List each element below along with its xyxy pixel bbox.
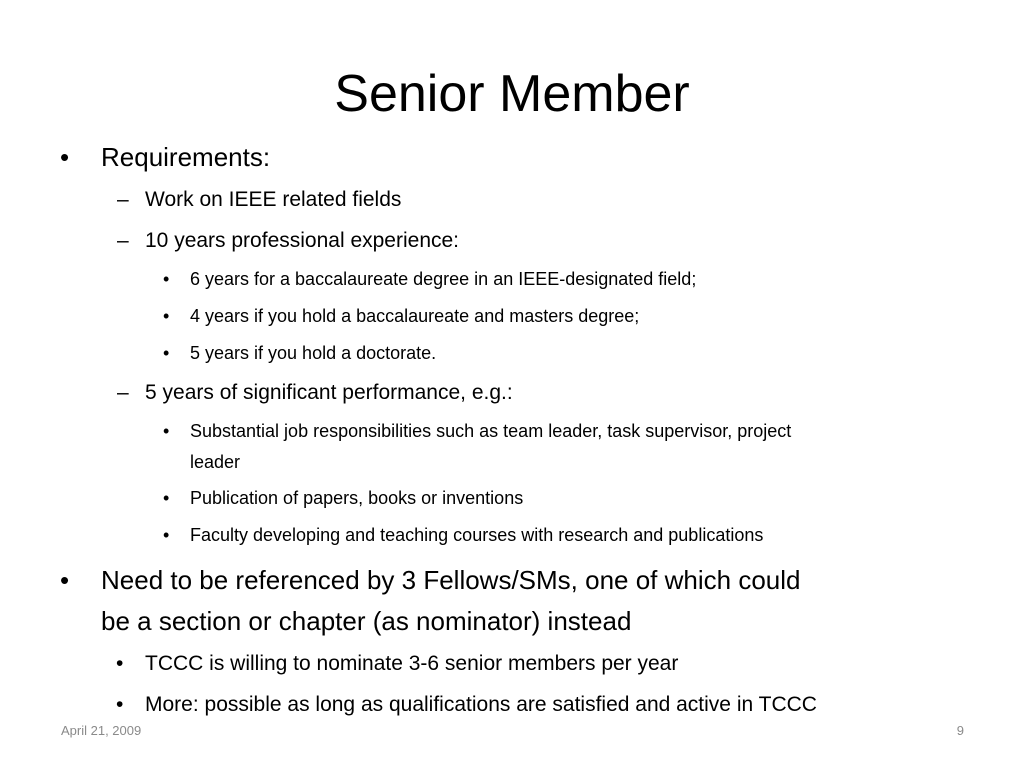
- bullet-substantial-line2: leader: [190, 452, 241, 472]
- bullet-dot-icon: •: [163, 306, 170, 326]
- bullet-dash-icon: –: [117, 229, 129, 252]
- bullet-dot-icon: •: [163, 421, 170, 441]
- bullet-six-years: 6 years for a baccalaureate degree in an IEEE-designated field;: [190, 269, 697, 289]
- bullet-dash-icon: –: [117, 381, 129, 404]
- bullet-dot-icon: •: [116, 693, 124, 716]
- bullet-dot-icon: •: [163, 525, 170, 545]
- bullet-tccc-willing: TCCC is willing to nominate 3-6 senior members per year: [145, 652, 679, 675]
- bullet-five-years-doctorate: 5 years if you hold a doctorate.: [190, 343, 437, 363]
- bullet-dot-icon: •: [163, 269, 170, 289]
- bullet-dot-icon: •: [163, 343, 170, 363]
- bullet-dash-icon: –: [117, 188, 129, 211]
- bullet-four-years: 4 years if you hold a baccalaureate and masters degree;: [190, 306, 640, 326]
- bullet-more: More: possible as long as qualifications are satisfied and active in TCCC: [145, 693, 817, 716]
- bullet-faculty: Faculty developing and teaching courses with research and publications: [190, 525, 764, 545]
- slide-title: Senior Member: [334, 65, 690, 123]
- bullet-referenced-line2: be a section or chapter (as nominator) instead: [101, 606, 632, 636]
- bullet-dot-icon: •: [60, 565, 70, 595]
- bullet-publication: Publication of papers, books or inventions: [190, 488, 524, 508]
- bullet-referenced-line1: Need to be referenced by 3 Fellows/SMs, one of which could: [101, 565, 801, 595]
- footer-page-number: 9: [956, 723, 964, 738]
- bullet-ten-years: 10 years professional experience:: [145, 229, 460, 252]
- bullet-five-years-performance: 5 years of significant performance, e.g.:: [145, 381, 513, 404]
- bullet-requirements: Requirements:: [101, 142, 271, 172]
- footer-date: April 21, 2009: [61, 723, 142, 738]
- bullet-dot-icon: •: [60, 142, 70, 172]
- bullet-substantial-line1: Substantial job responsibilities such as team leader, task supervisor, project: [190, 421, 792, 441]
- bullet-dot-icon: •: [163, 488, 170, 508]
- bullet-dot-icon: •: [116, 652, 124, 675]
- bullet-work-ieee: Work on IEEE related fields: [145, 188, 402, 211]
